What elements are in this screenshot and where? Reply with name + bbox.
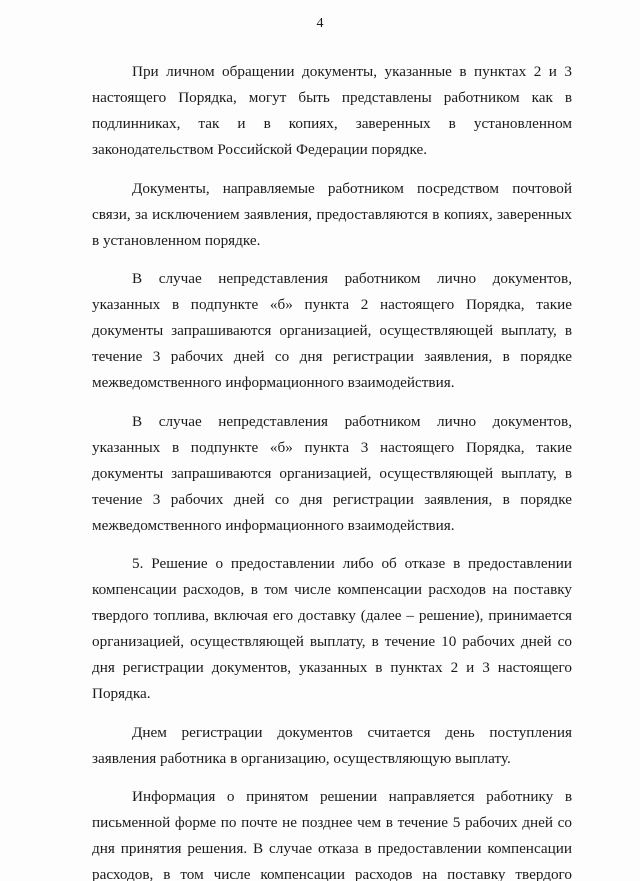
paragraph-personal-submission: При личном обращении документы, указанные в пунктах 2 и 3 настоящего Порядка, могут быть представлены работником как в подлинниках, так и в копиях, заверенных в установленном законодательством Российской Федерации порядке. (92, 63, 572, 158)
paragraph-decision-item-5: 5. Решение о предоставлении либо об отказе в предоставлении компенсации расходов, в том числе компенсации расходов на поставку твердого топлива, включая его доставку (далее – решение), принимается организацией, осуществляющей выплату, в течение 10 рабочих дней со дня регистрации документов, указанных в пунктах 2 и 3 настоящего Порядка. (92, 555, 572, 702)
paragraph-postal-documents: Документы, направляемые работником посредством почтовой связи, за исключением заявления, предоставляются в копиях, заверенных в установленном порядке. (92, 179, 572, 249)
paragraph-registration-day: Днем регистрации документов считается день поступления заявления работника в организацию, осуществляющую выплату. (92, 723, 572, 767)
paragraph-nonsubmission-item-3: В случае непредставления работником лично документов, указанных в подпункте «б» пункта 3 настоящего Порядка, такие документы запрашиваются организацией, осуществляющей выплату, в течение 3 рабочих дней со дня регистрации заявления, в порядке межведомственного информационного взаимодействия. (92, 412, 572, 534)
paragraph-decision-notice: Информация о принятом решении направляется работнику в письменной форме по почте не позднее чем в течение 5 рабочих дней со дня принятия решения. В случае отказа в предоставлении компенсации расходов, в том числе компенсации расходов на поставку твердого (92, 788, 572, 881)
document-body (92, 59, 572, 881)
paragraph-nonsubmission-item-2: В случае непредставления работником лично документов, указанных в подпункте «б» пункта 2 настоящего Порядка, такие документы запрашиваются организацией, осуществляющей выплату, в течение 3 рабочих дней со дня регистрации заявления, в порядке межведомственного информационного взаимодействия. (92, 270, 572, 391)
page-number: 4 (316, 16, 324, 31)
